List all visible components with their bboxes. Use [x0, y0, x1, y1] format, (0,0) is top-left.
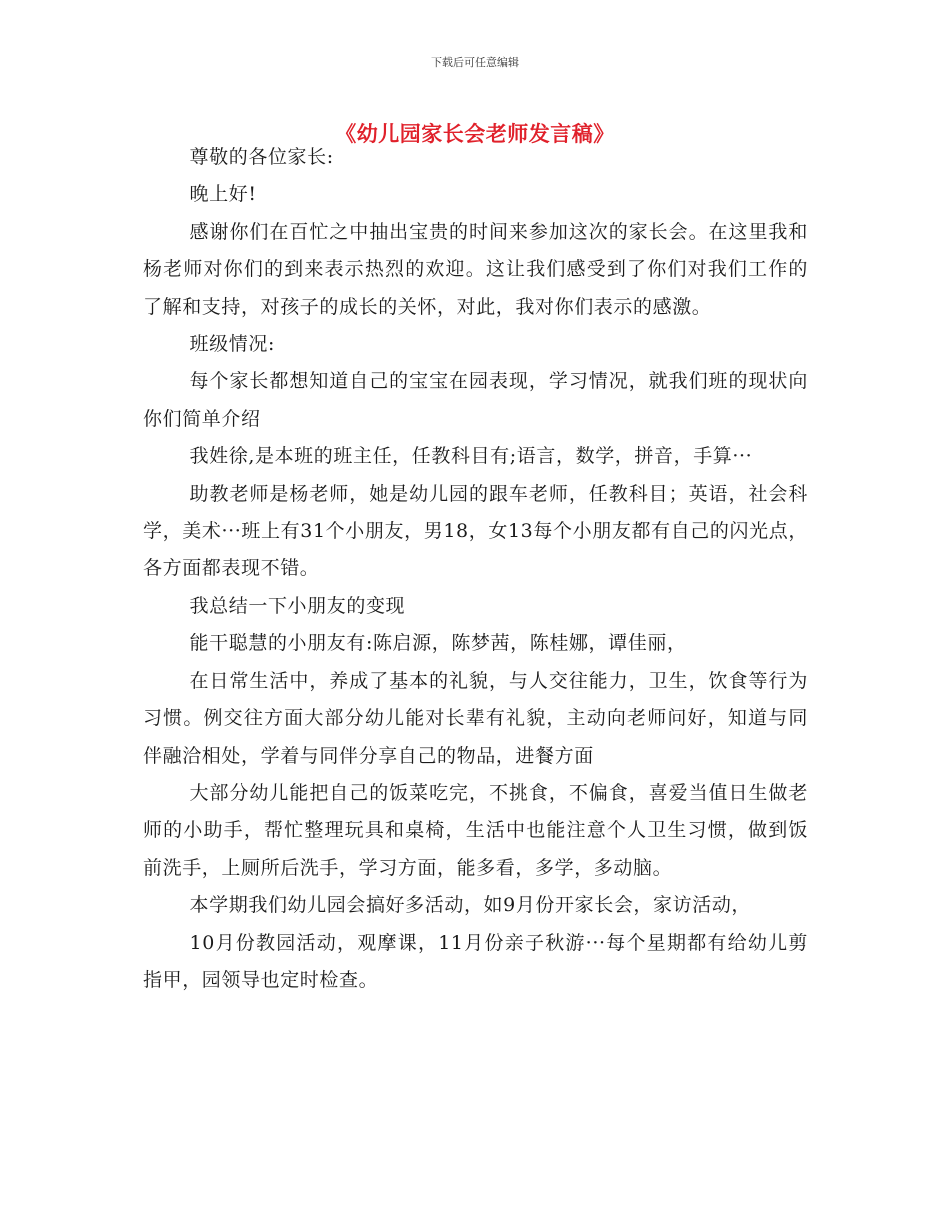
document-body [143, 139, 808, 999]
paragraph-class-intro: 每个家长都想知道自己的宝宝在园表现，学习情况，就我们班的现状向你们简单介绍 [143, 370, 808, 430]
paragraph-smart-children: 能干聪慧的小朋友有:陈启源，陈梦茜，陈桂娜，谭佳丽， [189, 632, 687, 655]
page-header: 下载后可任意编辑 [431, 56, 519, 69]
paragraph-evening: 晚上好! [189, 183, 257, 206]
paragraph-class-heading: 班级情况: [189, 333, 275, 356]
paragraph-schedule: 10月份教园活动，观摩课，11月份亲子秋游···每个星期都有给幼儿剪指甲，园领导也定时检查。 [143, 931, 808, 991]
paragraph-assistant-teacher: 助教老师是杨老师，她是幼儿园的跟车老师，任教科目；英语，社会科学，美术···班上有31个小朋友，男18，女13每个小朋友都有自己的闪光点，各方面都表现不错。 [143, 482, 808, 580]
paragraph-activities: 本学期我们幼儿园会搞好多活动，如9月份开家长会，家访活动， [189, 894, 752, 917]
document-title: 《幼儿园家长会老师发言稿》 [335, 122, 615, 146]
paragraph-daily-life: 在日常生活中，养成了基本的礼貌，与人交往能力，卫生，饮食等行为习惯。例交往方面大部分幼儿能对长辈有礼貌，主动向老师问好，知道与同伴融洽相处，学着与同伴分享自己的物品，进餐方面 [143, 669, 808, 767]
paragraph-greeting: 尊敬的各位家长: [189, 146, 334, 168]
paragraph-thanks: 感谢你们在百忙之中抽出宝贵的时间来参加这次的家长会。在这里我和杨老师对你们的到来表示热烈的欢迎。这让我们感受到了你们对我们工作的了解和支持，对孩子的成长的关怀，对此，我对你们表示的感激。 [143, 220, 808, 318]
paragraph-head-teacher: 我姓徐,是本班的班主任，任教科目有;语言，数学，拼音，手算··· [189, 445, 753, 468]
paragraph-summary-heading: 我总结一下小朋友的变现 [189, 594, 406, 617]
paragraph-habits: 大部分幼儿能把自己的饭菜吃完，不挑食，不偏食，喜爱当值日生做老师的小助手，帮忙整理玩具和桌椅，生活中也能注意个人卫生习惯，做到饭前洗手，上厕所后洗手，学习方面，能多看，多学，多动脑。 [143, 781, 808, 879]
